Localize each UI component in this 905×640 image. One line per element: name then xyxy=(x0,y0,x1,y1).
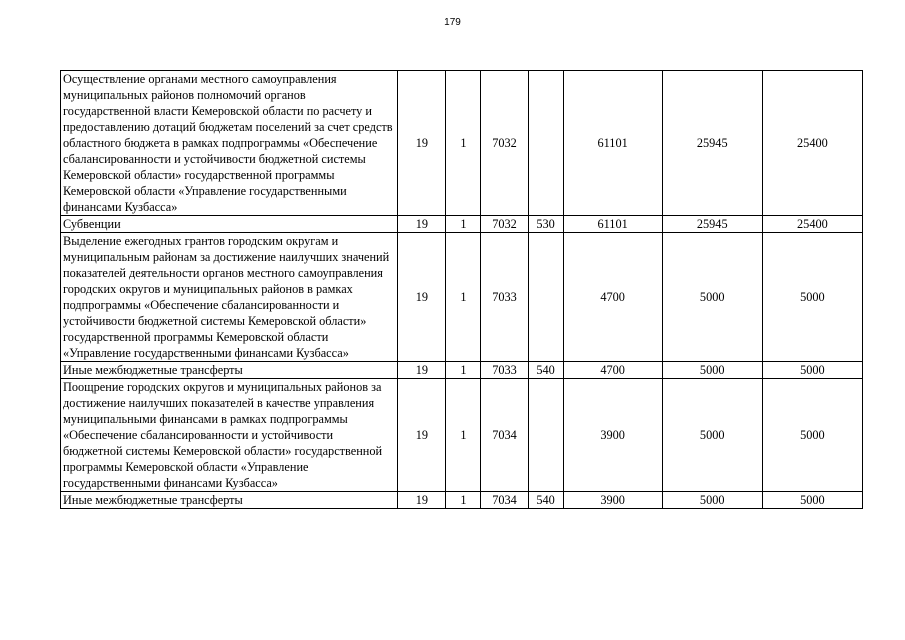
row-value-1: 4700 xyxy=(563,362,662,379)
row-value-1: 61101 xyxy=(563,216,662,233)
row-value-3: 5000 xyxy=(762,492,862,509)
row-vr: 540 xyxy=(528,362,563,379)
row-cs: 7032 xyxy=(481,216,528,233)
row-value-2: 25945 xyxy=(662,216,762,233)
row-value-2: 5000 xyxy=(662,492,762,509)
row-name: Иные межбюджетные трансферты xyxy=(61,362,398,379)
table-row xyxy=(61,71,863,216)
row-value-3: 5000 xyxy=(762,379,862,492)
row-cs: 7034 xyxy=(481,492,528,509)
table-row xyxy=(61,379,863,492)
row-gr: 19 xyxy=(398,71,446,216)
row-value-2: 5000 xyxy=(662,379,762,492)
row-value-2: 25945 xyxy=(662,71,762,216)
row-name: Поощрение городских округов и муниципальных районов за достижение наилучших показателей в качестве управления муниципальными финансами в рамках подпрограммы «Обеспечение сбалансированности и устойчивости бюджетной системы Кемеровской области» государственной программы Кемеровской области «Управление государственными финансами Кузбасса» xyxy=(61,379,398,492)
table-row xyxy=(61,216,863,233)
row-cs: 7034 xyxy=(481,379,528,492)
row-vr: 540 xyxy=(528,492,563,509)
row-value-1: 3900 xyxy=(563,379,662,492)
row-gr: 19 xyxy=(398,233,446,362)
row-value-1: 61101 xyxy=(563,71,662,216)
row-gr: 19 xyxy=(398,379,446,492)
row-value-3: 5000 xyxy=(762,233,862,362)
table-row xyxy=(61,362,863,379)
row-pg: 1 xyxy=(446,379,481,492)
row-pg: 1 xyxy=(446,71,481,216)
row-pg: 1 xyxy=(446,233,481,362)
row-cs: 7033 xyxy=(481,362,528,379)
table-row xyxy=(61,492,863,509)
row-pg: 1 xyxy=(446,216,481,233)
row-gr: 19 xyxy=(398,216,446,233)
row-vr: 530 xyxy=(528,216,563,233)
row-gr: 19 xyxy=(398,492,446,509)
row-name: Выделение ежегодных грантов городским округам и муниципальным районам за достижение наилучших значений показателей деятельности органов местного самоуправления городских округов и муниципальных районов в рамках подпрограммы «Обеспечение сбалансированности и устойчивости бюджетной системы Кемеровской области» государственной программы Кемеровской области «Управление государственными финансами Кузбасса» xyxy=(61,233,398,362)
row-value-3: 25400 xyxy=(762,216,862,233)
row-value-3: 25400 xyxy=(762,71,862,216)
row-cs: 7032 xyxy=(481,71,528,216)
row-name: Субвенции xyxy=(61,216,398,233)
row-pg: 1 xyxy=(446,492,481,509)
row-name: Осуществление органами местного самоуправления муниципальных районов полномочий органов государственной власти Кемеровской области по расчету и предоставлению дотаций бюджетам поселений за счет средств областного бюджета в рамках подпрограммы «Обеспечение сбалансированности и устойчивости бюджетной системы Кемеровской области» государственной программы Кемеровской области «Управление государственными финансами Кузбасса» xyxy=(61,71,398,216)
row-gr: 19 xyxy=(398,362,446,379)
row-name: Иные межбюджетные трансферты xyxy=(61,492,398,509)
page-number: 179 xyxy=(444,17,461,28)
row-cs: 7033 xyxy=(481,233,528,362)
budget-table xyxy=(60,70,863,509)
row-value-1: 3900 xyxy=(563,492,662,509)
row-value-3: 5000 xyxy=(762,362,862,379)
row-vr xyxy=(528,379,563,492)
row-value-2: 5000 xyxy=(662,233,762,362)
row-value-1: 4700 xyxy=(563,233,662,362)
row-vr xyxy=(528,71,563,216)
row-value-2: 5000 xyxy=(662,362,762,379)
row-pg: 1 xyxy=(446,362,481,379)
row-vr xyxy=(528,233,563,362)
table-row xyxy=(61,233,863,362)
